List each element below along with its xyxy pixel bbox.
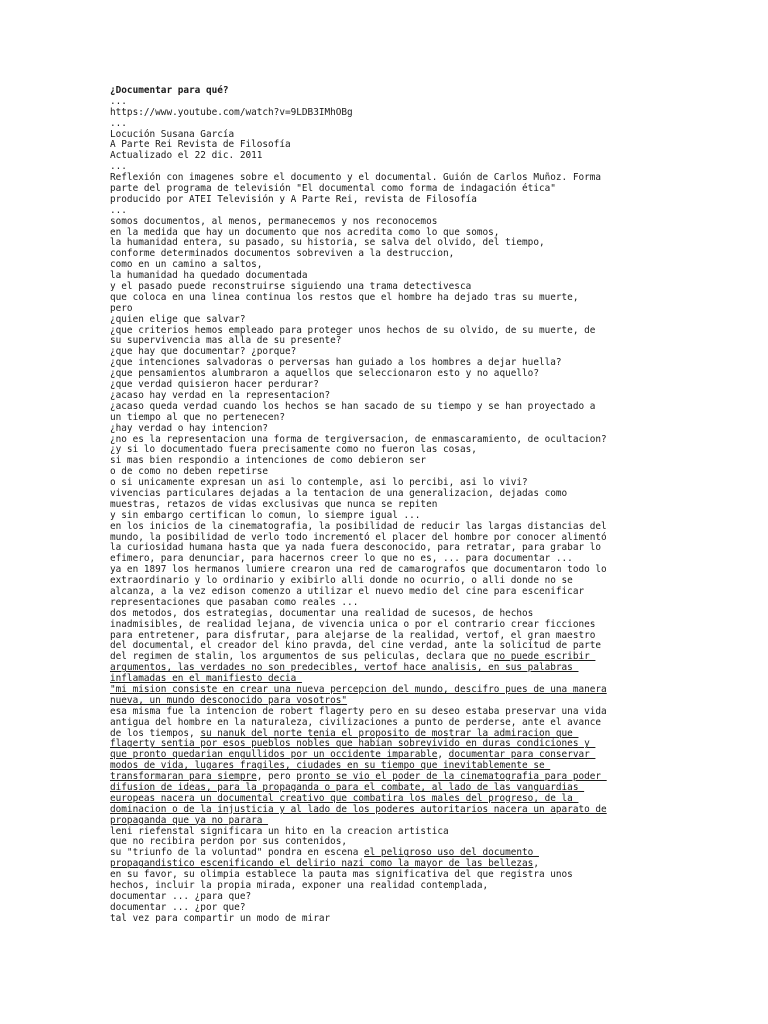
highlighted-text: flagerty sentia por esos pueblos nobles que habian sobrevivido en duras condiciones y xyxy=(110,738,596,750)
text-segment: o de como no deben repetirse xyxy=(110,466,269,478)
text-line xyxy=(110,293,658,304)
text-segment: documentar ... ¿para que? xyxy=(110,890,252,902)
text-segment: producido por ATEI Televisión y A Parte Rei, revista de Filosofía xyxy=(110,193,477,205)
text-segment: y sin embargo certifican lo comun, lo siempre igual ... xyxy=(110,509,421,521)
highlighted-text: propaganda que ya no parara xyxy=(110,814,269,826)
text-segment: alcanza, a la vez edison comenzo a utilizar el nuevo medio del cine para escenificar xyxy=(110,585,585,597)
text-segment: dos metodos, dos estrategias, documentar una realidad de sucesos, de hechos xyxy=(110,607,534,619)
text-segment: A Parte Rei Revista de Filosofía xyxy=(110,139,291,151)
text-segment: Locución Susana García xyxy=(110,128,235,140)
text-segment: inadmisibles, de realidad lejana, de vivencia unica o por el contrario crear ficciones xyxy=(110,618,596,630)
text-segment: del regimen de stalin, los argumentos de sus peliculas, declara que xyxy=(110,651,494,663)
highlighted-text: su nanuk del norte tenia el proposito de mostrar la admiracion que xyxy=(200,727,579,739)
text-segment: su "triunfo de la voluntad" pondra en escena xyxy=(110,847,364,859)
text-segment: ... xyxy=(110,95,127,107)
highlighted-text: inflamadas en el manifiesto decia xyxy=(110,673,302,685)
text-segment: ¿que verdad quisieron hacer perdurar? xyxy=(110,379,319,391)
text-segment: ¿acaso queda verdad cuando los hechos se han sacado de su tiempo y se han proyectado a xyxy=(110,400,596,412)
document-title xyxy=(110,86,658,97)
text-segment: la humanidad entera, su pasado, su historia, se salva del olvido, del tiempo, xyxy=(110,237,545,249)
text-segment: ... xyxy=(110,117,127,129)
text-segment: ¿que hay que documentar? ¿porque? xyxy=(110,346,297,358)
text-segment: parte del programa de televisión "El documental como forma de indagación ética" xyxy=(110,183,556,195)
highlighted-text: que pronto quedarian engullidos por un occidente imparable xyxy=(110,749,438,761)
text-segment: para entretener, para disfrutar, para alejarse de la realidad, vertof, el gran maestro xyxy=(110,629,596,641)
highlighted-text: "mi mision consiste en crear una nueva percepcion del mundo, descifro pues de una manera xyxy=(110,683,607,695)
text-segment: somos documentos, al menos, permanecemos y nos reconocemos xyxy=(110,215,438,227)
highlighted-text: pronto se vio el poder de la cinematografia para poder xyxy=(296,771,607,783)
highlighted-text: dominacion o de la injusticia y al lado de los poderes autoritarios nacera un aparato de xyxy=(110,803,607,815)
text-segment: efimero, para denunciar, para hacernos creer lo que no es, ... para documentar ... xyxy=(110,553,573,565)
text-segment: ¿no es la representacion una forma de tergiversacion, de enmascaramiento, de ocultacion? xyxy=(110,433,607,445)
text-segment: ¿quien elige que salvar? xyxy=(110,313,246,325)
text-segment: , pero xyxy=(256,771,297,783)
text-segment: ... xyxy=(110,204,127,216)
text-segment: en los inicios de la cinematografia, la posibilidad de reducir las largas distancias del xyxy=(110,520,607,532)
text-segment: , xyxy=(437,749,449,761)
text-segment: la curiosidad humana hasta que ya nada fuera desconocido, para retratar, para grabar lo xyxy=(110,542,602,554)
text-segment: extraordinario y lo ordinario y exibirlo alli donde no ocurrio, o alli donde no se xyxy=(110,575,573,587)
text-segment: en su favor, su olimpia establece la pauta mas significativa del que registra unos xyxy=(110,869,573,881)
text-segment: representaciones que pasaban como reales ... xyxy=(110,596,359,608)
text-segment: como en un camino a saltos, xyxy=(110,259,263,271)
text-segment: ¿Documentar para qué? xyxy=(110,85,229,96)
text-segment: si mas bien respondio a intenciones de como debieron ser xyxy=(110,455,427,467)
text-segment: y el pasado puede reconstruirse siguiendo una trama detectivesca xyxy=(110,281,472,293)
text-line xyxy=(110,108,658,119)
highlighted-text: difusion de ideas, para la propaganda o para el combate, al lado de las vanguardias xyxy=(110,782,585,793)
text-segment: de los tiempos, xyxy=(110,727,201,739)
text-segment: esa misma fue la intencion de robert flagerty pero en su deseo estaba preservar una vida xyxy=(110,705,607,717)
text-segment: la humanidad ha quedado documentada xyxy=(110,270,308,282)
text-segment: antigua del hombre en la naturaleza, civilizaciones a punto de perderse, ante el avance xyxy=(110,716,602,728)
highlighted-text: transformaran para siempre xyxy=(110,771,257,783)
text-segment: hechos, incluir la propia mirada, exponer una realidad contemplada, xyxy=(110,880,489,892)
text-line xyxy=(110,195,658,206)
text-segment: ya en 1897 los hermanos lumiere crearon una red de camarografos que documentaron todo lo xyxy=(110,564,607,576)
text-segment: https://www.youtube.com/watch?v=9LDB3IMhOBg xyxy=(110,106,353,118)
highlighted-text: no puede escribir xyxy=(493,651,596,663)
text-segment: Actualizado el 22 dic. 2011 xyxy=(110,150,263,162)
text-segment: ¿que pensamientos alumbraron a aquellos que seleccionaron esto y no aquello? xyxy=(110,368,539,380)
text-line xyxy=(110,914,658,925)
highlighted-text: europeas nacera un documental creativo que combatira los males del progreso, de la xyxy=(110,792,579,804)
text-segment: documentar ... ¿por que? xyxy=(110,901,246,913)
text-line xyxy=(110,151,658,162)
text-segment: en la medida que hay un documento que nos acredita como lo que somos, xyxy=(110,226,500,238)
text-segment: ¿hay verdad o hay intencion? xyxy=(110,422,269,434)
text-segment: conforme determinados documentos sobreviven a la destruccion, xyxy=(110,248,455,260)
highlighted-text: el peligroso uso del documento xyxy=(364,847,539,859)
text-segment: o si unicamente expresan un asi lo contemple, asi lo percibi, asi lo vivi? xyxy=(110,477,528,489)
document-body xyxy=(110,86,658,925)
text-segment: del documental, el creador del kino pravda, del cine verdad, ante la solicitud de parte xyxy=(110,640,602,652)
text-segment: su supervivencia mas alla de su presente? xyxy=(110,335,342,347)
text-segment: Reflexión con imagenes sobre el documento y el documental. Guión de Carlos Muñoz. Forma xyxy=(110,172,602,184)
text-segment: ¿que criterios hemos empleado para proteger unos hechos de su olvido, de su muerte, de xyxy=(110,324,596,336)
text-segment: que no recibira perdon por sus contenidos, xyxy=(110,836,348,848)
text-segment: mundo, la posibilidad de verlo todo incrementó el placer del hombre por conocer alimentó xyxy=(110,531,607,543)
text-segment: , xyxy=(533,858,539,870)
text-segment: un tiempo al que no pertenecen? xyxy=(110,411,285,423)
highlighted-text: nueva, un mundo desconocido para vosotros" xyxy=(110,694,348,706)
highlighted-text: argumentos, las verdades no son predecibles, vertof hace analisis, en sus palabras xyxy=(110,662,579,674)
text-segment: ¿que intenciones salvadoras o perversas han guiado a los hombres a dejar huella? xyxy=(110,357,562,369)
text-segment: ¿acaso hay verdad en la representacion? xyxy=(110,389,331,401)
highlighted-text: modos de vida, lugares fragiles, ciudades en su tiempo que inevitablemente se xyxy=(110,760,551,772)
highlighted-text: propagandistico escenificando el delirio nazi como la mayor de las bellezas xyxy=(110,858,534,870)
text-segment: leni riefenstal significara un hito en la creacion artistica xyxy=(110,825,449,837)
text-segment: muestras, retazos de vidas exclusivas que nunca se repiten xyxy=(110,498,438,510)
text-segment: pero xyxy=(110,302,133,314)
text-segment: vivencias particulares dejadas a la tentacion de una generalizacion, dejadas como xyxy=(110,487,568,499)
text-segment: que coloca en una linea continua los restos que el hombre ha dejado tras su muerte, xyxy=(110,291,579,303)
text-segment: ¿y si lo documentado fuera precisamente como no fueron las cosas, xyxy=(110,444,477,456)
text-segment: tal vez para compartir un modo de mirar xyxy=(110,912,331,924)
highlighted-text: documentar para conservar xyxy=(448,749,596,761)
text-segment: ... xyxy=(110,161,127,173)
